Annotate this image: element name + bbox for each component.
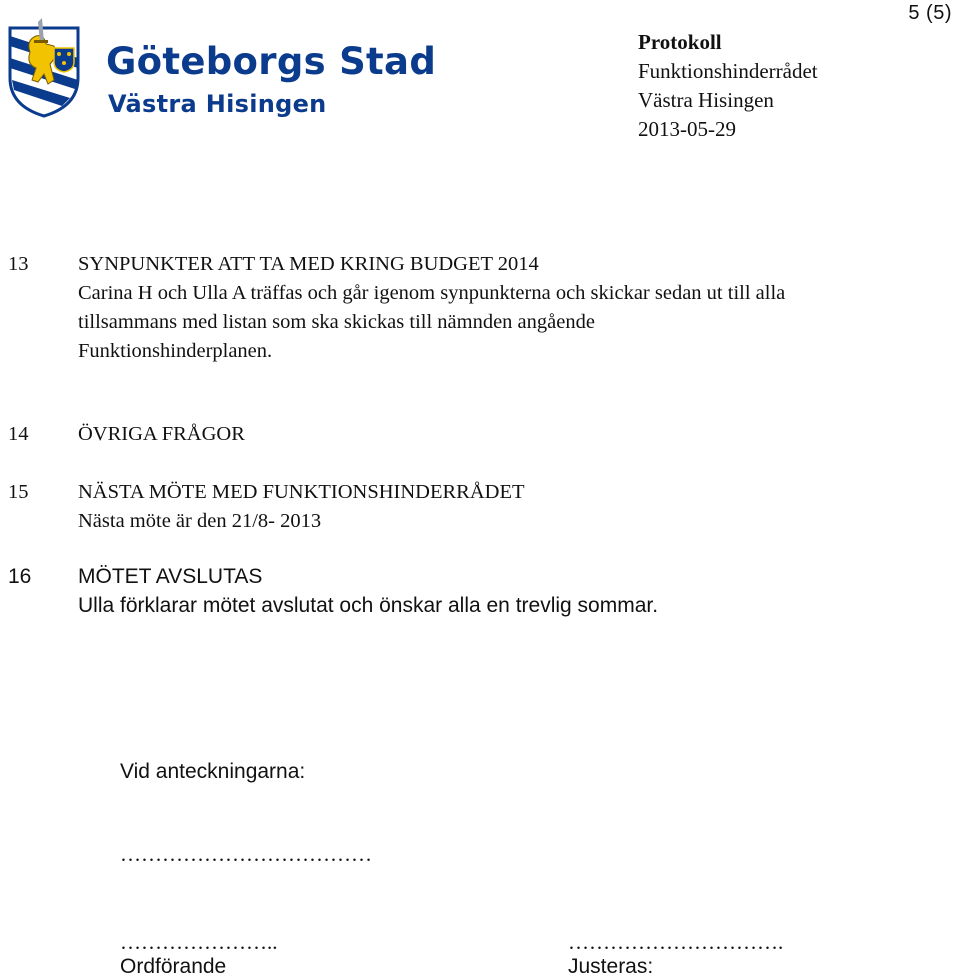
- agenda-item-15: [78, 478, 938, 536]
- chair-label: Ordförande: [120, 955, 227, 978]
- item-heading: MÖTET AVSLUTAS: [78, 565, 263, 588]
- item-number: 14: [8, 423, 29, 445]
- doc-type: Protokoll: [638, 30, 722, 54]
- document-meta: [638, 28, 818, 144]
- agenda-item-13: [78, 250, 938, 366]
- item-text-line: tillsammans med listan som ska skickas till nämnden angående: [78, 311, 595, 333]
- item-text-line: Ulla förklarar mötet avslutat och önskar alla en trevlig sommar.: [78, 594, 659, 617]
- agenda-item-16: [78, 562, 938, 620]
- agenda-item-14: [78, 420, 938, 449]
- item-heading: SYNPUNKTER ATT TA MED KRING BUDGET 2014: [78, 253, 539, 275]
- item-heading: ÖVRIGA FRÅGOR: [78, 423, 245, 445]
- item-number: 15: [8, 481, 29, 503]
- item-heading: NÄSTA MÖTE MED FUNKTIONSHINDERRÅDET: [78, 481, 525, 503]
- adjuster-label: Justeras:: [568, 955, 654, 978]
- item-text-line: Funktionshinderplanen.: [78, 340, 273, 362]
- page-number: 5 (5): [908, 2, 952, 24]
- org-subtitle: Västra Hisingen: [108, 90, 327, 118]
- meeting-date: 2013-05-29: [638, 117, 736, 141]
- recorder-signature-line: ………………………………: [120, 842, 372, 866]
- recorder-label: Vid anteckningarna:: [120, 760, 306, 783]
- item-text-line: Carina H och Ulla A träffas och går igenom synpunkterna och skickar sedan ut till alla: [78, 282, 786, 304]
- council-name: Funktionshinderrådet: [638, 59, 818, 83]
- item-number: 16: [8, 565, 32, 588]
- city-crest-logo: [4, 18, 84, 118]
- adjuster-signature-line: ………………………….: [568, 930, 784, 954]
- item-number: 13: [8, 253, 29, 275]
- chair-signature-line: …………………..: [120, 930, 278, 954]
- org-name: Göteborgs Stad: [106, 40, 437, 83]
- item-text-line: Nästa möte är den 21/8- 2013: [78, 510, 322, 532]
- district-name: Västra Hisingen: [638, 88, 774, 112]
